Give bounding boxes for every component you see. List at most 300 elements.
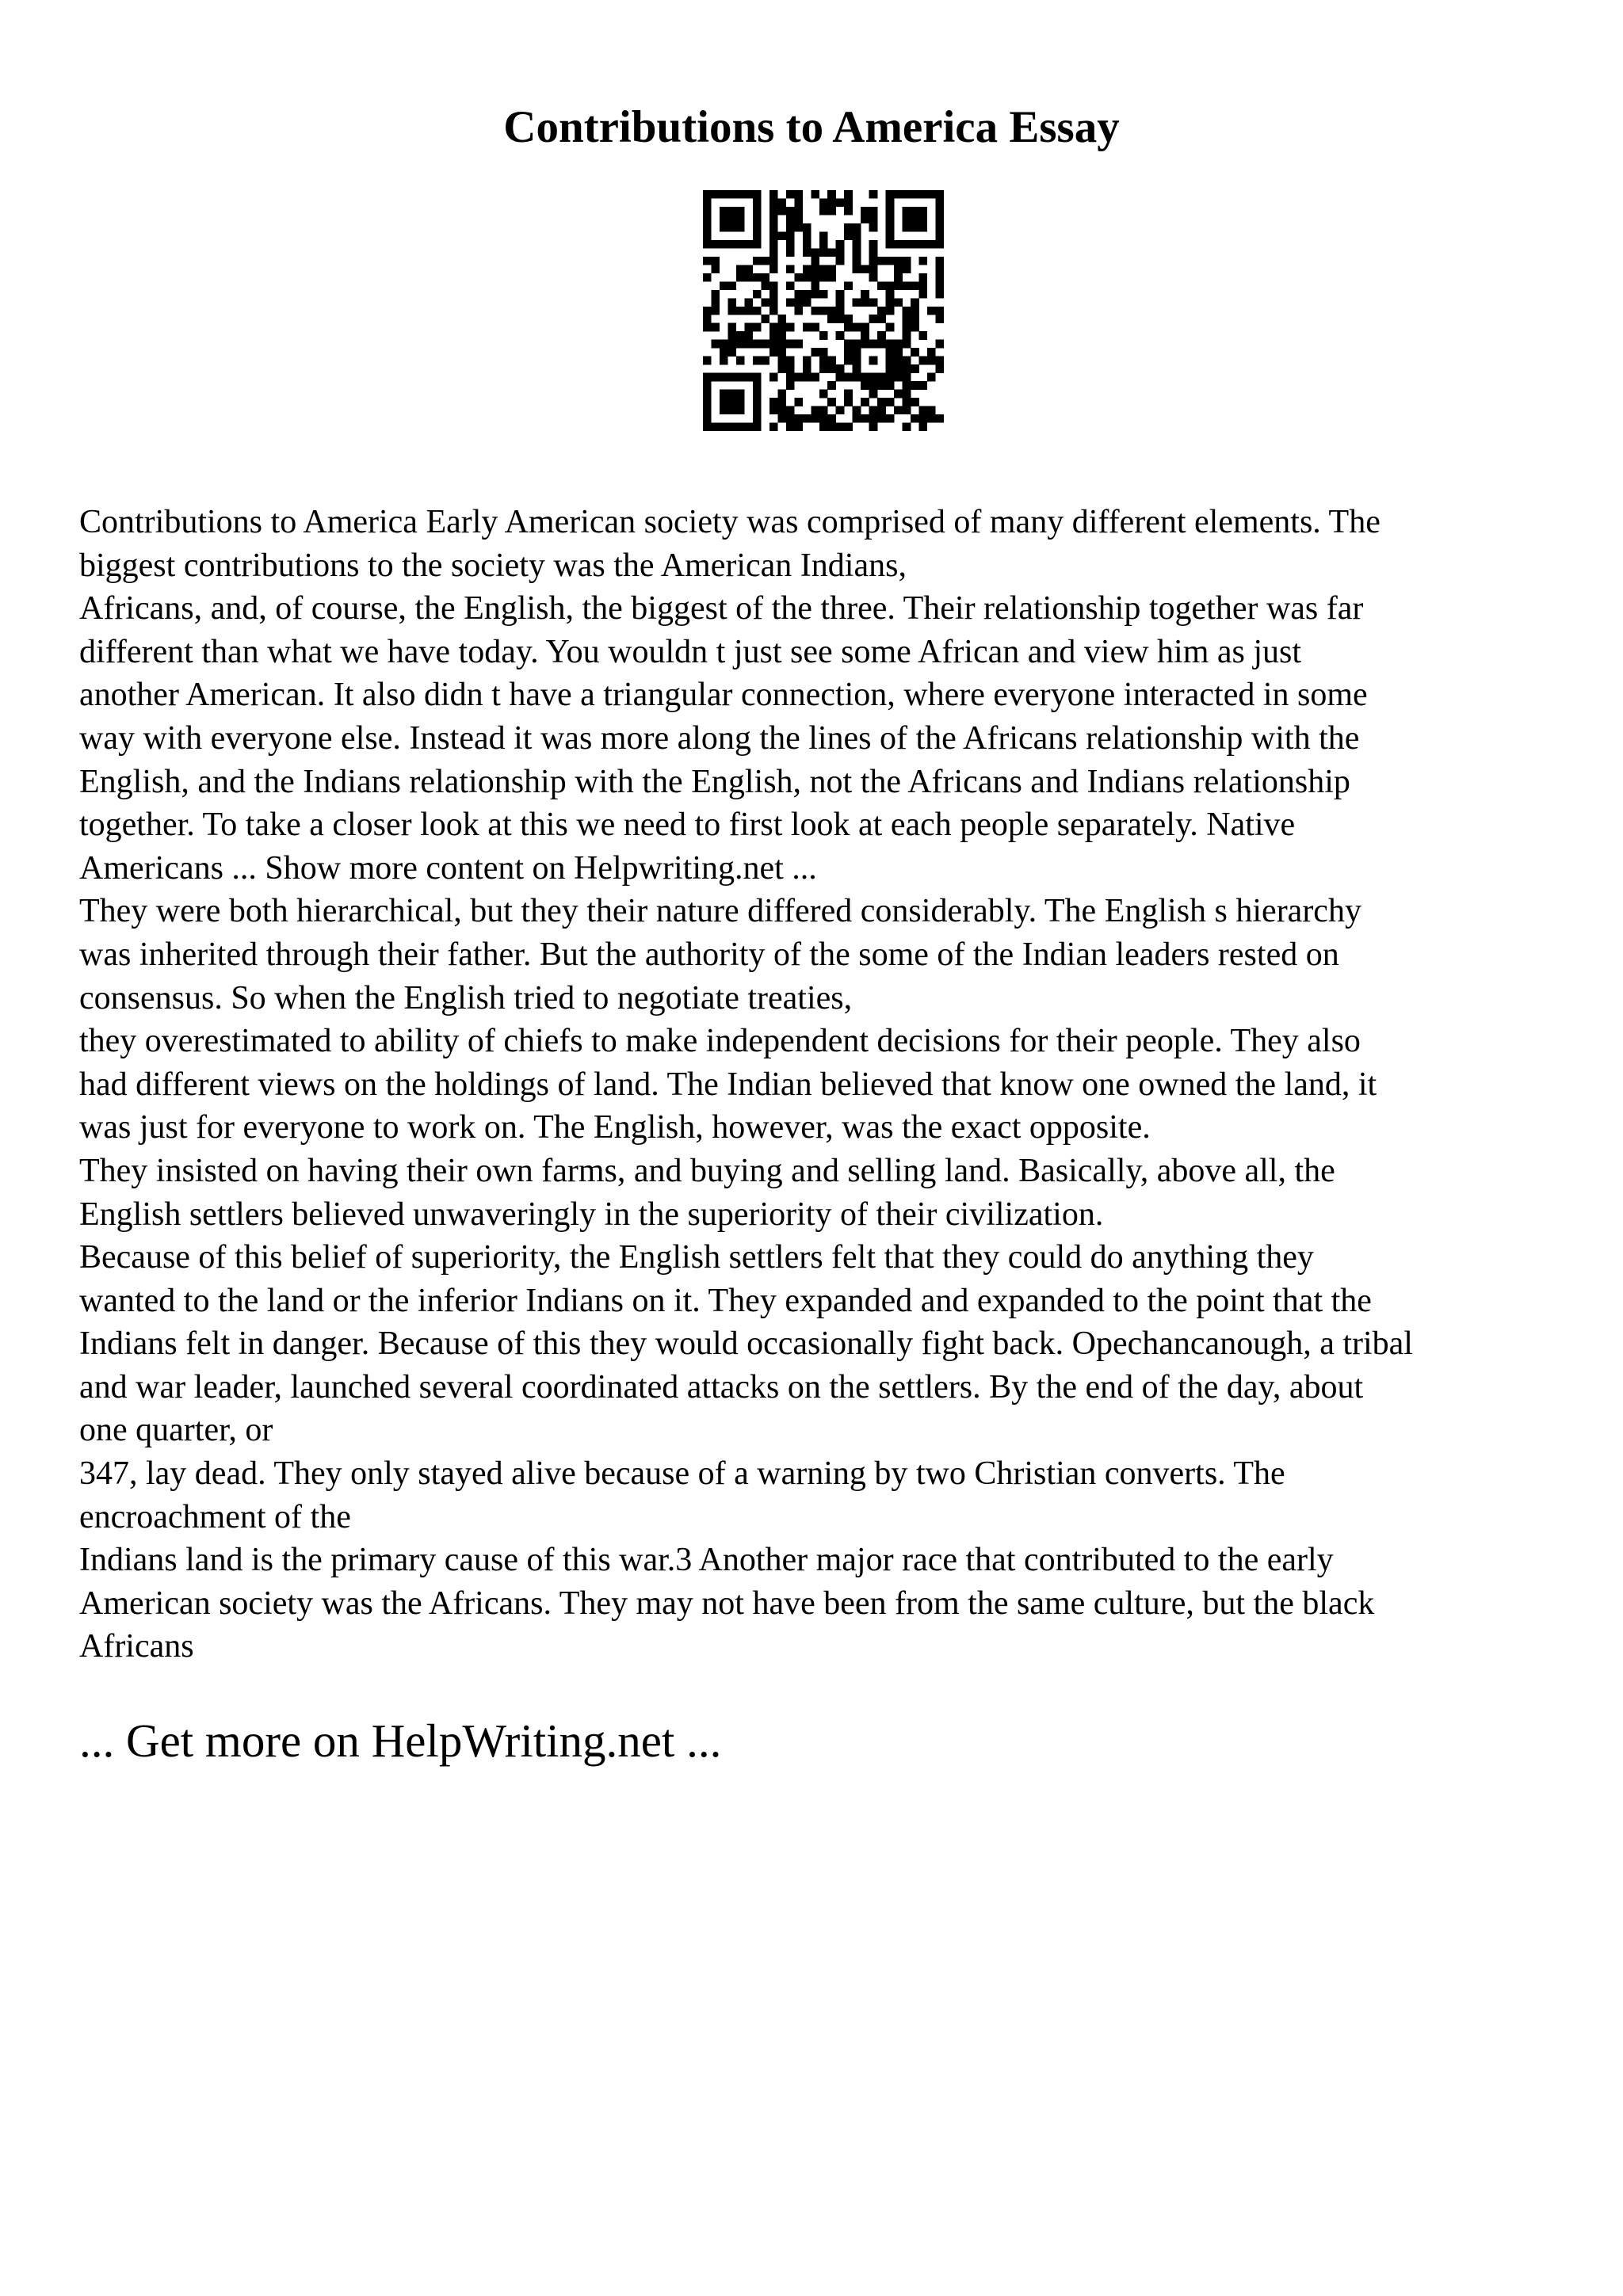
qr-module	[736, 223, 745, 232]
qr-module	[877, 257, 886, 265]
qr-module	[886, 198, 895, 207]
qr-module	[786, 231, 795, 240]
qr-module	[869, 357, 878, 365]
qr-module	[877, 373, 886, 382]
qr-module	[753, 257, 762, 265]
qr-module	[927, 348, 936, 357]
qr-module	[927, 240, 936, 249]
qr-module	[903, 381, 911, 390]
qr-module	[736, 398, 745, 406]
qr-module	[919, 223, 928, 232]
qr-module	[936, 307, 944, 315]
qr-module	[819, 207, 828, 215]
qr-module	[744, 265, 753, 273]
qr-module	[769, 398, 778, 406]
qr-module	[861, 331, 869, 340]
qr-module	[727, 281, 736, 290]
qr-module	[844, 373, 853, 382]
qr-module	[827, 207, 836, 215]
qr-module	[886, 215, 895, 223]
qr-module	[769, 298, 778, 307]
qr-module	[711, 340, 720, 349]
qr-module	[827, 423, 836, 431]
qr-module	[819, 290, 828, 299]
essay-line: way with everyone else. Instead it was more along the lines of the Africans relationship with the	[79, 719, 1360, 757]
qr-module	[777, 348, 786, 357]
qr-module	[869, 223, 878, 232]
qr-module	[786, 414, 795, 423]
qr-module	[703, 273, 712, 282]
qr-module	[711, 423, 720, 431]
qr-module	[777, 323, 786, 332]
qr-module	[819, 390, 828, 399]
qr-module	[853, 265, 861, 273]
qr-module	[744, 331, 753, 340]
qr-module	[886, 364, 895, 373]
qr-module	[720, 240, 728, 249]
qr-module	[753, 381, 762, 390]
qr-module	[794, 223, 803, 232]
qr-module	[777, 340, 786, 349]
qr-module	[811, 273, 819, 282]
qr-module	[720, 390, 728, 399]
qr-module	[786, 381, 795, 390]
qr-module	[877, 307, 886, 315]
qr-module	[769, 248, 778, 257]
qr-module	[786, 406, 795, 415]
qr-module	[744, 240, 753, 249]
qr-module	[769, 240, 778, 249]
qr-module	[927, 373, 936, 382]
qr-module	[903, 398, 911, 406]
qr-module	[786, 281, 795, 290]
qr-module	[903, 281, 911, 290]
qr-module	[869, 406, 878, 415]
qr-module	[769, 281, 778, 290]
qr-module	[886, 281, 895, 290]
qr-module	[786, 207, 795, 215]
qr-module	[753, 273, 762, 282]
qr-module	[853, 298, 861, 307]
qr-module	[753, 223, 762, 232]
qr-module	[827, 198, 836, 207]
qr-module	[827, 248, 836, 257]
qr-module	[819, 357, 828, 365]
qr-module	[803, 248, 812, 257]
qr-module	[861, 207, 869, 215]
qr-module	[753, 215, 762, 223]
qr-module	[703, 198, 712, 207]
qr-module	[703, 307, 712, 315]
qr-module	[869, 248, 878, 257]
qr-module	[853, 223, 861, 232]
qr-module	[720, 223, 728, 232]
qr-module	[753, 323, 762, 332]
qr-module	[836, 240, 845, 249]
qr-module	[869, 340, 878, 349]
qr-module	[703, 215, 712, 223]
qr-module	[819, 331, 828, 340]
qr-module	[769, 290, 778, 299]
qr-module	[761, 298, 769, 307]
qr-module	[844, 323, 853, 332]
qr-module	[894, 265, 903, 273]
qr-module	[803, 364, 812, 373]
qr-module	[711, 323, 720, 332]
qr-module	[894, 273, 903, 282]
qr-module	[853, 364, 861, 373]
qr-module	[720, 373, 728, 382]
qr-module	[869, 240, 878, 249]
qr-module	[744, 340, 753, 349]
qr-module	[761, 357, 769, 365]
qr-module	[794, 273, 803, 282]
qr-module	[769, 198, 778, 207]
essay-line: wanted to the land or the inferior Indians on it. They expanded and expanded to the point that the	[79, 1282, 1372, 1319]
qr-module	[769, 331, 778, 340]
essay-line: had different views on the holdings of land. The Indian believed that know one owned the land, it	[79, 1066, 1377, 1103]
qr-module	[803, 273, 812, 282]
qr-module	[736, 273, 745, 282]
qr-module	[936, 340, 944, 349]
qr-module	[727, 340, 736, 349]
qr-module	[736, 406, 745, 415]
qr-module	[836, 373, 845, 382]
qr-module	[853, 231, 861, 240]
qr-module	[819, 406, 828, 415]
qr-module	[844, 207, 853, 215]
qr-module	[744, 323, 753, 332]
qr-module	[703, 398, 712, 406]
qr-module	[936, 414, 944, 423]
qr-module	[877, 381, 886, 390]
qr-module	[861, 298, 869, 307]
qr-module	[844, 340, 853, 349]
qr-module	[819, 414, 828, 423]
essay-line: was just for everyone to work on. The English, however, was the exact opposite.	[79, 1109, 1151, 1146]
qr-module	[753, 406, 762, 415]
qr-module	[853, 248, 861, 257]
essay-line: Africans	[79, 1628, 194, 1665]
qr-module	[911, 315, 919, 323]
qr-module	[911, 307, 919, 315]
qr-module	[761, 340, 769, 349]
qr-module	[911, 348, 919, 357]
qr-module	[736, 423, 745, 431]
qr-module	[777, 198, 786, 207]
qr-module	[911, 414, 919, 423]
qr-module	[903, 331, 911, 340]
qr-module	[886, 231, 895, 240]
qr-module	[836, 406, 845, 415]
qr-module	[877, 414, 886, 423]
qr-module	[736, 331, 745, 340]
qr-module	[877, 340, 886, 349]
qr-module	[736, 390, 745, 399]
qr-module	[786, 223, 795, 232]
qr-module	[844, 281, 853, 290]
qr-module	[803, 231, 812, 240]
qr-module	[786, 323, 795, 332]
qr-module	[711, 265, 720, 273]
qr-module	[777, 398, 786, 406]
qr-module	[861, 215, 869, 223]
essay-line: English, and the Indians relationship with the English, not the Africans and Indians relationship	[79, 763, 1350, 800]
qr-module	[761, 281, 769, 290]
qr-module	[769, 215, 778, 223]
qr-module	[794, 398, 803, 406]
qr-module	[736, 357, 745, 365]
qr-module	[720, 348, 728, 357]
qr-module	[727, 323, 736, 332]
qr-module	[886, 340, 895, 349]
qr-module	[936, 315, 944, 323]
qr-module	[894, 373, 903, 382]
qr-module	[711, 298, 720, 307]
get-more-link[interactable]: ... Get more on HelpWriting.net ...	[79, 1714, 722, 1767]
qr-module	[869, 298, 878, 307]
qr-module	[727, 215, 736, 223]
qr-module	[886, 348, 895, 357]
qr-module	[703, 315, 712, 323]
qr-module	[844, 223, 853, 232]
qr-module	[919, 273, 928, 282]
qr-module	[861, 290, 869, 299]
qr-module	[927, 406, 936, 415]
qr-module	[903, 207, 911, 215]
qr-module	[936, 290, 944, 299]
essay-line: one quarter, or	[79, 1412, 273, 1449]
qr-module	[853, 257, 861, 265]
qr-module	[869, 414, 878, 423]
qr-module	[894, 348, 903, 357]
qr-module	[903, 257, 911, 265]
qr-module	[744, 273, 753, 282]
qr-module	[894, 340, 903, 349]
qr-module	[720, 215, 728, 223]
essay-line: different than what we have today. You wouldn t just see some African and view him as just	[79, 633, 1302, 670]
qr-module	[836, 307, 845, 315]
qr-module	[786, 240, 795, 249]
qr-module	[753, 207, 762, 215]
qr-module	[911, 215, 919, 223]
qr-module	[769, 223, 778, 232]
qr-module	[819, 240, 828, 249]
qr-module	[703, 414, 712, 423]
qr-module	[753, 390, 762, 399]
essay-line: 347, lay dead. They only stayed alive because of a warning by two Christian converts. The	[79, 1455, 1285, 1493]
qr-module	[911, 190, 919, 199]
qr-module	[903, 323, 911, 332]
qr-module	[703, 257, 712, 265]
qr-module	[794, 298, 803, 307]
qr-module	[777, 414, 786, 423]
qr-module	[777, 331, 786, 340]
qr-module	[736, 240, 745, 249]
qr-module	[736, 340, 745, 349]
qr-module	[803, 240, 812, 249]
qr-module	[703, 390, 712, 399]
qr-module	[894, 240, 903, 249]
qr-module	[936, 265, 944, 273]
qr-module	[720, 423, 728, 431]
qr-module	[903, 190, 911, 199]
qr-module	[936, 215, 944, 223]
qr-module	[903, 315, 911, 323]
qr-module	[769, 423, 778, 431]
qr-module	[769, 406, 778, 415]
qr-module	[853, 414, 861, 423]
qr-module	[711, 290, 720, 299]
qr-module	[727, 423, 736, 431]
qr-module	[861, 323, 869, 332]
essay-line: Indians felt in danger. Because of this they would occasionally fight back. Opechancanough, a tribal	[79, 1325, 1413, 1363]
qr-module	[753, 357, 762, 365]
qr-module	[703, 231, 712, 240]
qr-module	[836, 423, 845, 431]
qr-module	[869, 381, 878, 390]
qr-module	[869, 273, 878, 282]
qr-module	[861, 381, 869, 390]
qr-module	[727, 398, 736, 406]
qr-module	[903, 423, 911, 431]
qr-module	[769, 190, 778, 199]
qr-module	[720, 281, 728, 290]
qr-module	[727, 390, 736, 399]
qr-module	[753, 190, 762, 199]
qr-module	[911, 298, 919, 307]
qr-module	[819, 265, 828, 273]
qr-module	[911, 364, 919, 373]
qr-module	[869, 315, 878, 323]
qr-module	[720, 207, 728, 215]
qr-module	[803, 298, 812, 307]
qr-module	[786, 298, 795, 307]
qr-module	[853, 348, 861, 357]
qr-module	[727, 240, 736, 249]
qr-module	[720, 357, 728, 365]
qr-module	[869, 390, 878, 399]
qr-module	[720, 406, 728, 415]
qr-module	[877, 406, 886, 415]
qr-module	[777, 357, 786, 365]
qr-module	[936, 231, 944, 240]
essay-line: another American. It also didn t have a triangular connection, where everyone interacted in some	[79, 677, 1368, 714]
qr-module	[819, 423, 828, 431]
qr-module	[861, 373, 869, 382]
essay-body	[79, 501, 1577, 1669]
qr-module	[753, 240, 762, 249]
qr-module	[786, 248, 795, 257]
qr-module	[903, 307, 911, 315]
qr-module	[936, 198, 944, 207]
qr-module	[794, 414, 803, 423]
qr-module	[827, 414, 836, 423]
qr-module	[827, 273, 836, 282]
qr-module	[903, 265, 911, 273]
qr-module	[811, 307, 819, 315]
qr-module	[827, 357, 836, 365]
qr-module	[819, 273, 828, 282]
qr-module	[753, 340, 762, 349]
qr-module	[786, 373, 795, 382]
qr-module	[903, 340, 911, 349]
qr-module	[703, 323, 712, 332]
qr-module	[894, 406, 903, 415]
qr-module	[903, 223, 911, 232]
qr-module	[894, 390, 903, 399]
essay-line: They insisted on having their own farms, and buying and selling land. Basically, above all, the	[79, 1152, 1335, 1189]
qr-module	[703, 423, 712, 431]
qr-module	[811, 406, 819, 415]
qr-module	[936, 273, 944, 282]
qr-code-icon	[703, 190, 944, 431]
qr-module	[794, 423, 803, 431]
qr-module	[919, 190, 928, 199]
qr-module	[853, 240, 861, 249]
qr-module	[811, 281, 819, 290]
qr-module	[894, 298, 903, 307]
qr-module	[794, 190, 803, 199]
qr-module	[886, 223, 895, 232]
essay-line: They were both hierarchical, but they their nature differed considerably. The English s hierarchy	[79, 893, 1361, 930]
qr-module	[903, 357, 911, 365]
qr-module	[919, 331, 928, 340]
qr-module	[844, 348, 853, 357]
qr-module	[886, 398, 895, 406]
qr-module	[720, 190, 728, 199]
essay-line: Because of this belief of superiority, the English settlers felt that they could do anything they	[79, 1239, 1314, 1276]
qr-module	[869, 373, 878, 382]
qr-module	[761, 257, 769, 265]
essay-line: together. To take a closer look at this we need to first look at each people separately. Native	[79, 807, 1296, 844]
qr-module	[769, 231, 778, 240]
qr-module	[844, 315, 853, 323]
qr-module	[927, 414, 936, 423]
qr-module	[886, 323, 895, 332]
qr-module	[869, 423, 878, 431]
qr-module	[727, 348, 736, 357]
qr-module	[811, 414, 819, 423]
qr-module	[869, 190, 878, 199]
qr-module	[786, 190, 795, 199]
qr-module	[703, 381, 712, 390]
qr-module	[736, 373, 745, 382]
essay-line: Americans ... Show more content on Helpwriting.net ...	[79, 849, 817, 887]
qr-module	[736, 190, 745, 199]
qr-module	[919, 281, 928, 290]
qr-module	[894, 364, 903, 373]
qr-module	[727, 406, 736, 415]
qr-module	[744, 373, 753, 382]
qr-module	[811, 373, 819, 382]
qr-code-graphic	[703, 190, 944, 431]
qr-module	[844, 190, 853, 199]
qr-module	[861, 414, 869, 423]
qr-module	[777, 231, 786, 240]
qr-module	[794, 340, 803, 349]
qr-module	[886, 414, 895, 423]
qr-module	[911, 398, 919, 406]
qr-module	[919, 423, 928, 431]
qr-module	[803, 265, 812, 273]
qr-module	[703, 373, 712, 382]
qr-module	[786, 423, 795, 431]
qr-module	[911, 223, 919, 232]
qr-module	[803, 373, 812, 382]
qr-module	[927, 190, 936, 199]
qr-module	[761, 315, 769, 323]
